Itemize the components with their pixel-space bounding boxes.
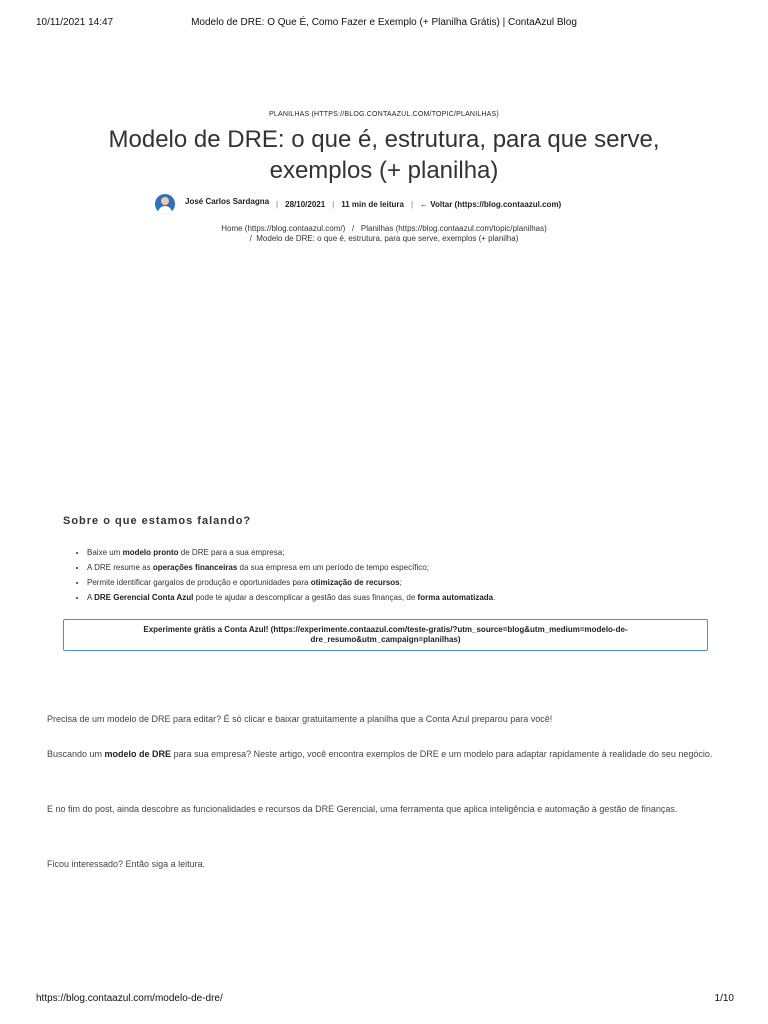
author-name[interactable]: José Carlos Sardagna bbox=[185, 196, 270, 206]
read-time: 11 min de leitura bbox=[341, 199, 404, 209]
list-item: • Baixe um modelo pronto de DRE para a sua empresa; bbox=[87, 545, 727, 560]
print-page-title: Modelo de DRE: O Que É, Como Fazer e Exemplo (+ Planilha Grátis) | ContaAzul Blog bbox=[191, 17, 577, 28]
summary-list bbox=[73, 545, 727, 605]
breadcrumb-home[interactable]: Home (https://blog.contaazul.com/) bbox=[221, 224, 346, 233]
print-datetime: 10/11/2021 14:47 bbox=[36, 17, 114, 28]
print-page-number: 1/10 bbox=[714, 993, 734, 1004]
breadcrumb-separator: / bbox=[351, 224, 355, 233]
breadcrumb-separator: / bbox=[249, 233, 252, 243]
meta-separator: | bbox=[276, 199, 279, 209]
article-meta bbox=[155, 194, 561, 214]
publish-date: 28/10/2021 bbox=[285, 199, 326, 209]
category-link[interactable]: PLANILHAS (HTTPS://BLOG.CONTAAZUL.COM/TOPIC/PLANILHAS) bbox=[269, 111, 499, 118]
list-item: • Permite identificar gargalos de produção e oportunidades para otimização de recursos; bbox=[87, 575, 727, 590]
cta-line-1: Experimente grátis a Conta Azul! (https://experimente.contaazul.com/teste-gratis/?utm_source=blog&utm_medium=modelo-de- bbox=[143, 625, 628, 634]
summary-title: Sobre o que estamos falando? bbox=[63, 515, 252, 527]
cta-line-2: dre_resumo&utm_campaign=planilhas) bbox=[310, 635, 461, 644]
page-title-line-2: exemplos (+ planilha) bbox=[269, 157, 499, 184]
meta-separator: | bbox=[410, 199, 414, 209]
body-paragraph-3: E no fim do post, ainda descobre as funcionalidades e recursos da DRE Gerencial, uma ferramenta que aplica inteligência e automação à gestão de finanças. bbox=[47, 804, 678, 814]
list-item: • A DRE resume as operações financeiras da sua empresa em um período de tempo específico; bbox=[87, 560, 727, 575]
print-url: https://blog.contaazul.com/modelo-de-dre/ bbox=[36, 993, 223, 1004]
cta-trial-button[interactable] bbox=[63, 619, 708, 651]
body-paragraph-4: Ficou interessado? Então siga a leitura. bbox=[47, 859, 206, 869]
back-link[interactable]: ← Voltar (https://blog.contaazul.com) bbox=[420, 199, 562, 209]
page-title-line-1: Modelo de DRE: o que é, estrutura, para que serve, bbox=[108, 126, 660, 153]
list-item: • A DRE Gerencial Conta Azul pode te ajudar a descomplicar a gestão das suas finanças, de forma automatizada. bbox=[87, 590, 727, 605]
body-paragraph-1: Precisa de um modelo de DRE para editar? É só clicar e baixar gratuitamente a planilha que a Conta Azul preparou para você! bbox=[47, 714, 553, 724]
body-paragraph-2: Buscando um modelo de DRE para sua empresa? Neste artigo, você encontra exemplos de DRE e um modelo para adaptar rapidamente à realidade do seu negócio. bbox=[47, 749, 713, 759]
meta-separator: | bbox=[332, 199, 335, 209]
breadcrumb-category[interactable]: Planilhas (https://blog.contaazul.com/topic/planilhas) bbox=[360, 224, 547, 233]
breadcrumb bbox=[0, 224, 768, 243]
breadcrumb-current: Modelo de DRE: o que é, estrutura, para que serve, exemplos (+ planilha) bbox=[256, 233, 519, 243]
page-title bbox=[60, 124, 708, 186]
author-avatar bbox=[155, 194, 175, 214]
